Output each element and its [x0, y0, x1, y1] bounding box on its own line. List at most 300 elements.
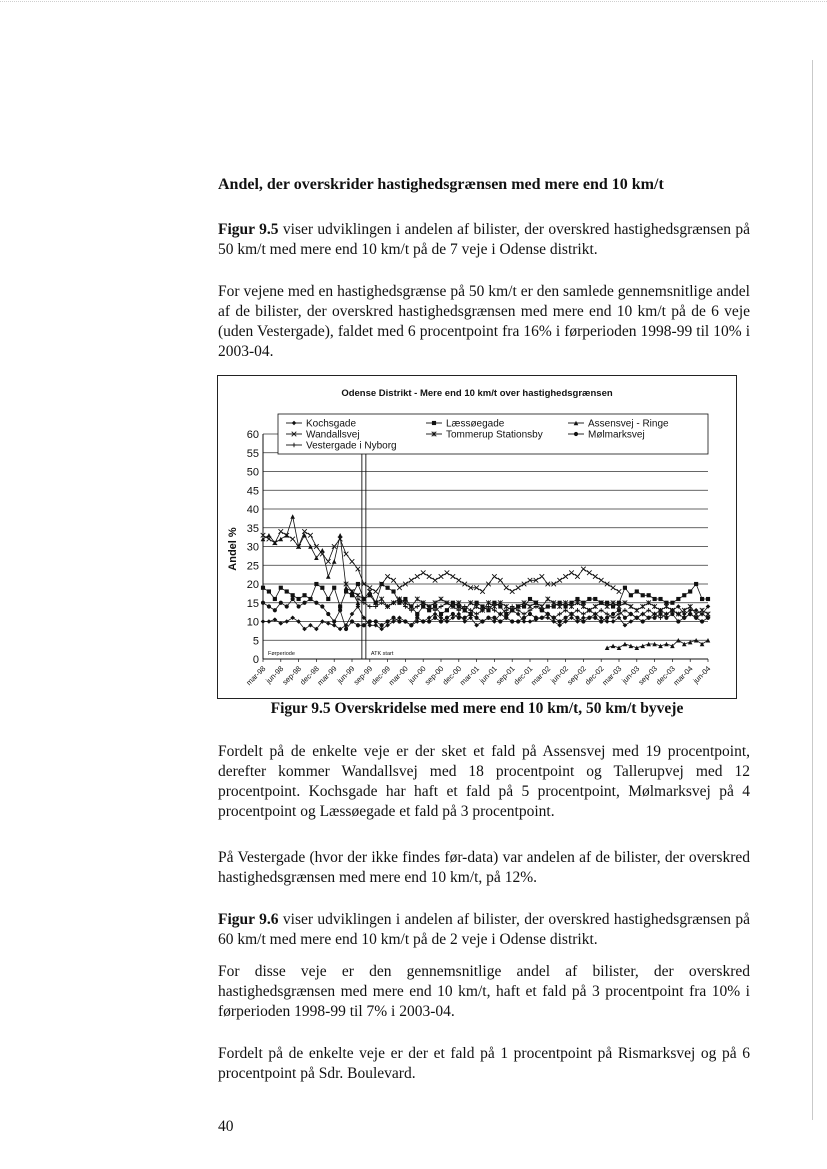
data-point [581, 567, 586, 572]
data-point [415, 604, 420, 609]
data-point [605, 604, 610, 609]
data-point [658, 644, 663, 649]
data-point [386, 586, 390, 590]
data-point [291, 593, 295, 597]
data-point [415, 597, 420, 602]
data-point [445, 608, 449, 612]
data-point [457, 616, 461, 620]
data-point [640, 612, 645, 617]
data-point [267, 589, 271, 593]
data-point [546, 604, 550, 608]
data-point [409, 623, 413, 627]
data-point [611, 585, 616, 590]
data-point [664, 604, 669, 609]
data-point [575, 574, 580, 579]
data-point [658, 615, 663, 620]
x-tick-label: dec-01 [511, 664, 535, 687]
data-point [385, 623, 390, 628]
data-point [558, 601, 562, 605]
data-point [439, 612, 443, 616]
data-point [427, 615, 432, 620]
figure-caption: Figur 9.5 Overskridelse med mere end 10 km/t, 50 km/t byveje [270, 700, 684, 717]
data-point [445, 619, 450, 624]
data-point [658, 597, 662, 601]
y-tick-label: 25 [246, 560, 259, 573]
data-point [664, 601, 668, 605]
data-point [397, 585, 402, 590]
y-tick-label: 35 [246, 522, 259, 535]
data-point [302, 601, 306, 605]
data-point [528, 619, 533, 624]
data-point [623, 642, 628, 647]
data-point [640, 644, 645, 649]
data-point [290, 537, 295, 542]
x-tick-label: jun-04 [691, 664, 713, 686]
data-point [647, 593, 651, 597]
data-point [356, 567, 361, 572]
data-point [587, 570, 592, 575]
y-tick-label: 50 [246, 466, 259, 479]
data-point [421, 619, 425, 623]
data-point [297, 597, 301, 601]
data-point [480, 619, 484, 623]
data-point [332, 586, 336, 590]
paragraph-5 [218, 910, 750, 950]
data-point [676, 619, 680, 623]
x-tick-label: sep-99 [351, 664, 375, 687]
data-point [528, 612, 532, 616]
data-point [611, 612, 615, 616]
scan-top-edge [0, 1, 827, 3]
data-point [623, 586, 627, 590]
data-point [498, 619, 502, 623]
y-tick-label: 55 [246, 447, 259, 460]
data-point [611, 615, 616, 620]
data-point [700, 619, 704, 623]
data-point [593, 612, 598, 617]
x-tick-label: mar-99 [315, 664, 339, 688]
data-point [635, 645, 640, 650]
data-point [385, 574, 390, 579]
data-point [279, 537, 284, 542]
data-point [551, 615, 556, 620]
data-point [463, 616, 467, 620]
data-point [427, 608, 431, 612]
data-point [338, 627, 343, 632]
data-point [563, 574, 568, 579]
x-tick-label: jun-02 [548, 664, 571, 686]
data-point [682, 608, 687, 613]
data-point [574, 432, 578, 436]
data-point [427, 619, 431, 623]
x-tick-label: jun-03 [620, 664, 642, 686]
y-tick-label: 15 [246, 597, 259, 610]
data-point [593, 597, 597, 601]
data-point [641, 619, 645, 623]
data-point [439, 615, 444, 620]
paragraph-2: For vejene med en hastighedsgrænse på 50 km/t er den samlede gennemsnitlige andel af de bilister, der overskred hastighedsgrænsen med mere end 10 km/t på de 6 veje (uden Vestergade), faldet med 6 procentpoint fra 16% i førperioden 1998-99 til 10% i 2003-04. [218, 283, 750, 360]
data-point [569, 570, 574, 575]
data-point [557, 604, 562, 609]
data-point [557, 578, 562, 583]
legend-label: Læssøegade [446, 418, 505, 430]
data-point [593, 574, 598, 579]
figure-ref: Figur 9.6 [218, 911, 279, 928]
data-point [314, 601, 318, 605]
data-point [397, 615, 402, 620]
data-point [682, 642, 687, 647]
data-point [688, 604, 693, 609]
data-point [504, 585, 509, 590]
data-point [391, 589, 395, 593]
chart-title: Odense Distrikt - Mere end 10 km/t over hastighedsgrænsen [341, 388, 613, 399]
y-tick-label: 60 [246, 429, 259, 441]
data-point [653, 597, 657, 601]
data-point [350, 619, 354, 623]
data-point [391, 578, 396, 583]
data-point [552, 604, 556, 608]
data-point [415, 574, 420, 579]
data-point [688, 589, 692, 593]
x-tick-label: jun-01 [477, 664, 499, 686]
data-point [617, 608, 621, 612]
data-point [652, 604, 657, 609]
legend-label: Kochsgade [306, 418, 357, 430]
data-point [290, 615, 295, 620]
data-point [664, 642, 669, 647]
data-point [451, 612, 455, 616]
x-tick-label: dec-99 [369, 664, 393, 687]
data-point [599, 608, 604, 613]
data-point [581, 612, 586, 617]
chart-figure-9-5 [217, 375, 737, 699]
data-point [652, 612, 657, 617]
data-point [308, 533, 313, 538]
data-point [433, 604, 437, 608]
y-tick-label: 20 [246, 579, 259, 591]
data-point [575, 619, 580, 624]
data-point [623, 608, 628, 613]
data-point [617, 604, 622, 609]
data-point [279, 529, 284, 534]
data-point [670, 601, 674, 605]
data-point [326, 559, 331, 564]
data-point [635, 615, 640, 620]
data-point [498, 578, 503, 583]
data-point [528, 597, 532, 601]
x-tick-label: sep-01 [494, 664, 517, 687]
data-point [409, 578, 414, 583]
data-point [575, 597, 579, 601]
data-point [564, 616, 568, 620]
data-point [611, 604, 615, 608]
data-point [564, 604, 568, 608]
y-tick-label: 0 [252, 654, 259, 666]
data-point [510, 589, 515, 594]
data-point [433, 578, 438, 583]
x-tick-label: mar-00 [386, 664, 410, 688]
data-point [540, 616, 544, 620]
data-point [344, 627, 348, 631]
x-tick-label: sep-03 [636, 664, 660, 687]
x-tick-label: mar-01 [457, 664, 482, 688]
data-point [593, 604, 598, 609]
data-point [623, 616, 627, 620]
data-point [391, 616, 395, 620]
paragraph-1-text: viser udviklingen i andelen af bilister, der overskred hastighedsgrænsen på 50 km/t med mere end 10 km/t på de 7 veje i Odense distrikt. [218, 221, 750, 258]
y-tick-label: 45 [246, 485, 259, 498]
data-point [593, 616, 597, 620]
figure-ref: Figur 9.5 [218, 221, 279, 238]
annotation-atk-start: ATK start [370, 651, 394, 657]
data-point [386, 619, 390, 623]
data-point [486, 608, 490, 612]
data-point [599, 578, 604, 583]
data-point [522, 604, 526, 608]
data-point [688, 612, 693, 617]
data-point [326, 597, 330, 601]
data-point [522, 612, 527, 617]
data-point [682, 615, 687, 620]
data-point [344, 589, 348, 593]
data-point [563, 608, 568, 613]
x-tick-label: dec-02 [583, 664, 606, 687]
data-point [647, 616, 651, 620]
data-point [457, 578, 462, 583]
data-point [575, 608, 580, 613]
y-axis-label: Andel % [227, 527, 239, 571]
x-tick-label: sep-98 [280, 664, 304, 687]
data-point [474, 612, 479, 617]
data-point [439, 619, 443, 623]
data-point [344, 552, 349, 557]
data-point [504, 616, 508, 620]
data-point [297, 604, 301, 608]
data-point [379, 627, 384, 632]
data-point [373, 589, 378, 594]
data-point [432, 421, 436, 425]
data-point [374, 619, 378, 623]
data-point [605, 601, 609, 605]
x-tick-label: mar-02 [529, 664, 553, 688]
paragraph-5-text: viser udviklingen i andelen af bilister, der overskred hastighedsgrænsen på 60 km/t med mere end 10 km/t på de 2 veje i Odense distrikt. [218, 911, 750, 948]
x-tick-label: mar-98 [244, 664, 268, 688]
data-point [611, 644, 616, 649]
data-point [469, 612, 473, 616]
data-point [427, 574, 432, 579]
x-tick-label: dec-98 [298, 664, 321, 687]
data-point [285, 589, 289, 593]
data-point [605, 612, 610, 617]
legend-label: Wandallsvej [306, 429, 360, 441]
legend-label: Mølmarksvej [588, 429, 645, 441]
data-point [694, 582, 698, 586]
data-point [605, 645, 610, 650]
data-point [415, 616, 419, 620]
x-tick-label: mar-03 [600, 664, 624, 688]
data-point [338, 608, 342, 612]
legend-label: Vestergade i Nyborg [306, 440, 397, 452]
paragraph-3: Fordelt på de enkelte veje er der sket et fald på Assensvej med 19 procentpoint, derefter kommer Wandallsvej med 18 procentpoint og Tallerupvej med 12 procentpoint. Kochsgade har haft et fald på 5 procentpoint, Mølmarksvej på 4 procentpoint og Læssøegade et fald på 3 procentpoint. [218, 743, 750, 820]
data-point [273, 597, 277, 601]
data-point [516, 619, 520, 623]
series-line [263, 517, 708, 648]
data-point [546, 597, 551, 602]
data-point [486, 616, 490, 620]
page-number: 40 [218, 1118, 234, 1135]
data-point [320, 604, 324, 608]
data-point [629, 604, 634, 609]
data-point [403, 597, 407, 601]
data-point [522, 616, 526, 620]
y-tick-label: 5 [252, 635, 259, 648]
x-tick-label: jun-00 [406, 664, 428, 686]
data-point [617, 601, 621, 605]
data-point [380, 623, 384, 627]
data-point [332, 559, 337, 564]
x-tick-label: dec-00 [440, 664, 464, 687]
data-point [569, 601, 573, 605]
data-point [563, 619, 568, 624]
data-point [510, 619, 514, 623]
data-point [575, 616, 579, 620]
data-point [457, 608, 462, 613]
data-point [451, 601, 455, 605]
data-point [356, 623, 360, 627]
data-point [326, 574, 331, 579]
legend-label: Tommerup Stationsby [446, 429, 543, 441]
data-point [451, 574, 456, 579]
data-point [605, 619, 610, 624]
data-point [368, 589, 373, 594]
data-point [480, 589, 485, 594]
data-point [356, 582, 360, 586]
x-tick-label: sep-00 [422, 664, 446, 687]
data-point [706, 597, 710, 601]
data-point [261, 586, 265, 590]
data-point [640, 604, 645, 609]
data-point [646, 608, 651, 613]
data-point [332, 623, 337, 628]
data-point [368, 619, 372, 623]
data-point [368, 604, 373, 609]
paragraph-4: På Vestergade (hvor der ikke findes før-data) var andelen af de bilister, der overskred hastighedsgrænsen med mere end 10 km/t, på 12%. [218, 849, 750, 886]
data-point [451, 615, 456, 620]
data-point [291, 597, 295, 601]
x-tick-label: dec-03 [654, 664, 677, 687]
data-point [664, 612, 669, 617]
data-point [373, 623, 378, 628]
data-point [569, 612, 574, 617]
data-point [629, 619, 634, 624]
data-point [676, 597, 680, 601]
data-point [581, 601, 585, 605]
data-point [445, 570, 450, 575]
data-point [682, 593, 686, 597]
data-point [516, 585, 521, 590]
data-point [581, 604, 586, 609]
data-point [569, 604, 574, 609]
data-point [439, 604, 444, 609]
data-point [285, 604, 289, 608]
data-point [504, 612, 508, 616]
data-point [605, 616, 609, 620]
data-point [421, 570, 426, 575]
data-point [700, 642, 705, 647]
data-point [492, 601, 496, 605]
data-point [587, 616, 591, 620]
data-point [599, 615, 604, 620]
data-point [403, 619, 407, 623]
data-point [273, 608, 277, 612]
data-point [391, 619, 396, 624]
data-point [320, 586, 324, 590]
data-point [635, 589, 639, 593]
data-point [475, 616, 479, 620]
data-point [397, 619, 401, 623]
data-point [439, 574, 444, 579]
data-point [261, 601, 265, 605]
data-point [326, 612, 330, 616]
data-point [617, 589, 622, 594]
data-point [629, 644, 634, 649]
data-point [308, 597, 312, 601]
data-point [475, 601, 479, 605]
data-point [350, 559, 355, 564]
data-point [445, 616, 449, 620]
data-point [664, 616, 668, 620]
data-point [261, 619, 266, 624]
data-point [658, 612, 662, 616]
data-point [498, 604, 502, 608]
data-point [557, 612, 562, 617]
paragraph-6: For disse veje er den gennemsnitlige andel af bilister, der overskred hastighedsgrænsen med mere end 10 km/t, haft et fald på 3 procentpoint fra 10% i førperioden 1998-99 til 7% i 2003-04. [218, 963, 750, 1020]
data-point [362, 623, 366, 627]
annotation-pre-period: Førperiode [268, 651, 295, 657]
data-point [332, 619, 336, 623]
y-tick-label: 40 [246, 504, 259, 516]
x-tick-label: jun-99 [335, 664, 357, 686]
data-point [308, 623, 313, 628]
paragraph-7: Fordelt på de enkelte veje er der et fald på 1 procentpoint på Rismarksvej og på 6 procentpoint på Sdr. Boulevard. [218, 1045, 750, 1082]
data-point [314, 582, 318, 586]
data-point [617, 645, 622, 650]
data-point [433, 616, 437, 620]
scan-right-edge [812, 60, 813, 1120]
data-point [581, 619, 585, 623]
data-point [540, 574, 545, 579]
data-point [700, 597, 704, 601]
data-point [492, 616, 496, 620]
paragraph-1 [218, 220, 750, 260]
data-point [558, 619, 562, 623]
line-chart [218, 376, 736, 698]
x-tick-label: sep-02 [565, 664, 588, 687]
x-tick-label: mar-04 [671, 664, 695, 688]
data-point [415, 612, 419, 616]
data-point [629, 593, 633, 597]
data-point [284, 619, 289, 624]
data-point [290, 514, 295, 519]
data-point [338, 604, 342, 608]
data-point [421, 604, 425, 608]
data-point [279, 586, 283, 590]
data-point [587, 597, 591, 601]
data-point [279, 601, 283, 605]
y-tick-label: 30 [246, 541, 259, 554]
data-point [670, 612, 674, 616]
legend-label: Assensvej - Ringe [588, 418, 669, 430]
